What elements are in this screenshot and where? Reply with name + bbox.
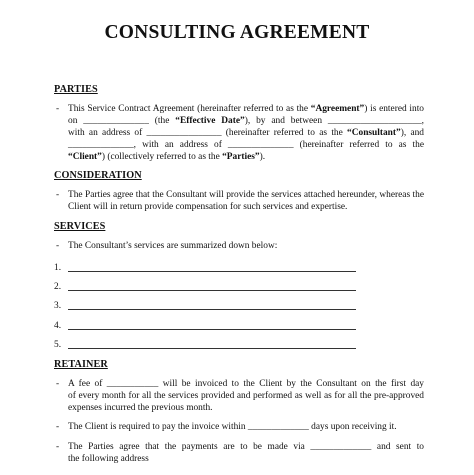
retainer-fee-line-1: A fee of ___________ will be invoiced to the Client by the Consultant on the first day [68,379,424,389]
parties-line-5: “Client”) (collectively referred to as the “Parties”). [68,152,266,162]
bullet-dash: - [56,241,60,251]
retainer-payment-term: The Client is required to pay the invoice within _____________ days upon receiving it. [68,422,397,432]
consideration-line-1: The Parties agree that the Consultant will provide the services attached hereunder, whereas the [68,190,424,200]
service-item-number: 2. [54,282,62,292]
service-item-number: 4. [54,321,62,331]
service-item-blank-line [68,309,356,310]
consideration-heading: CONSIDERATION [54,170,142,181]
bullet-dash: - [56,379,60,389]
retainer-fee-line-3: expenses incurred the previous month. [68,403,213,413]
retainer-payment-method-line-2: the following address [68,454,149,464]
service-item-number: 5. [54,340,62,350]
document-title: CONSULTING AGREEMENT [104,22,370,43]
parties-line-1: This Service Contract Agreement (hereinafter referred to as the “Agreement”) is entered into [68,104,424,114]
parties-line-2: on ______________ (the “Effective Date”), by and between ____________________, [68,116,425,126]
bullet-dash: - [56,422,60,432]
services-heading: SERVICES [54,221,106,232]
consideration-line-2: Client will in return provide compensation for such services and expertise. [68,202,348,212]
bullet-dash: - [56,442,60,452]
service-item-number: 3. [54,301,62,311]
service-item-number: 1. [54,263,62,273]
service-item-blank-line [68,290,356,291]
services-intro: The Consultant’s services are summarized down below: [68,241,278,251]
bullet-dash: - [56,104,60,114]
parties-heading: PARTIES [54,84,98,95]
service-item-blank-line [68,329,356,330]
retainer-heading: RETAINER [54,359,108,370]
bullet-dash: - [56,190,60,200]
retainer-fee-line-2: of every month for all the services provided and performed as well as for all the pre-approved [68,391,424,401]
service-item-blank-line [68,348,356,349]
parties-line-3: with an address of ________________ (hereinafter referred to as the “Consultant”), and [68,128,424,138]
retainer-payment-method-line-1: The Parties agree that the payments are to be made via _____________ and sent to [68,442,424,452]
service-item-blank-line [68,271,356,272]
parties-line-4: ______________, with an address of ______________ (hereinafter referred to as the [68,140,424,150]
